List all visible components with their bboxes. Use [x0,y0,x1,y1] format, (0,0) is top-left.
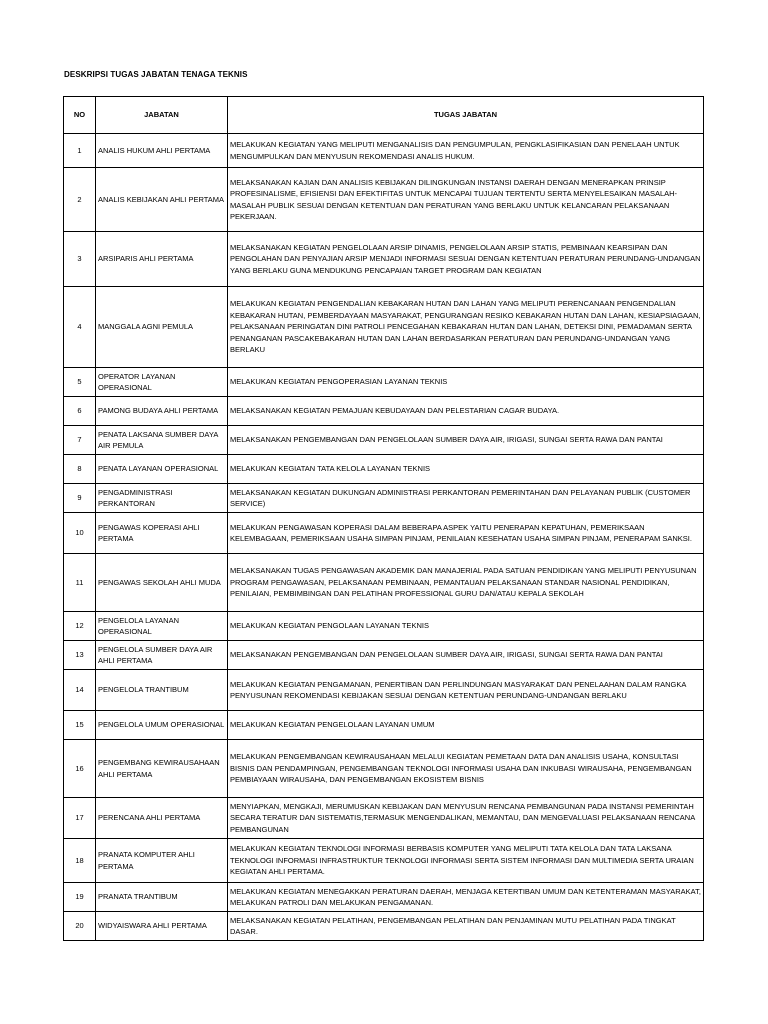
row-number: 4 [64,287,96,368]
row-tugas: MELAKUKAN KEGIATAN PENGAMANAN, PENERTIBAN DAN PERLINDUNGAN MASYARAKAT DAN PENELAAHAN DALAM RANGKA PENYUSUNAN REKOMENDASI KEBIJAKAN SESUAI DENGAN KETENTUAN PERUNDANG-UNDANGAN BERLAKU [228,670,704,711]
header-jabatan: JABATAN [96,97,228,134]
row-jabatan: WIDYAISWARA AHLI PERTAMA [96,912,228,941]
row-jabatan: PENGELOLA SUMBER DAYA AIR AHLI PERTAMA [96,641,228,670]
table-row [64,513,704,554]
row-number: 12 [64,612,96,641]
document-title: DESKRIPSI TUGAS JABATAN TENAGA TEKNIS [64,70,248,79]
row-tugas: MELAKUKAN KEGIATAN YANG MELIPUTI MENGANALISIS DAN PENGUMPULAN, PENGKLASIFIKASIAN DAN PENELAAH UNTUK MENGUMPULKAN DAN MENYUSUN REKOMENDASI ANALIS HUKUM. [228,134,704,168]
header-tugas-jabatan: TUGAS JABATAN [228,97,704,134]
row-tugas: MELAKSANAKAN KEGIATAN DUKUNGAN ADMINISTRASI PERKANTORAN PEMERINTAHAN DAN PELAYANAN PUBLIK (CUSTOMER SERVICE) [228,484,704,513]
row-jabatan: PENGELOLA TRANTIBUM [96,670,228,711]
header-no: NO [64,97,96,134]
row-number: 9 [64,484,96,513]
row-number: 20 [64,912,96,941]
row-number: 2 [64,168,96,232]
row-tugas: MELAKUKAN KEGIATAN TATA KELOLA LAYANAN TEKNIS [228,455,704,484]
row-number: 5 [64,368,96,397]
row-number: 7 [64,426,96,455]
table-row [64,711,704,740]
row-jabatan: PRANATA KOMPUTER AHLI PERTAMA [96,839,228,883]
table-row [64,455,704,484]
row-jabatan: ARSIPARIS AHLI PERTAMA [96,232,228,287]
row-number: 15 [64,711,96,740]
row-jabatan: PENATA LAYANAN OPERASIONAL [96,455,228,484]
row-number: 17 [64,798,96,839]
table-row [64,883,704,912]
row-tugas: MELAKUKAN PENGAWASAN KOPERASI DALAM BEBERAPA ASPEK YAITU PENERAPAN KEPATUHAN, PEMERIKSAAN KELEMBAGAAN, PEMERIKSAAN USAHA SIMPAN PINJAM, PENILAIAN KESEHATAN USAHA SIMPAN PINJAM, PENERAPAM SANKSI. [228,513,704,554]
table-row [64,397,704,426]
table-row [64,612,704,641]
row-number: 11 [64,554,96,612]
row-tugas: MELAKUKAN KEGIATAN MENEGAKKAN PERATURAN DAERAH, MENJAGA KETERTIBAN UMUM DAN KETENTERAMAN MASYARAKAT, MELAKUKAN PATROLI DAN MELAKUKAN PENGAMANAN. [228,883,704,912]
table-row [64,554,704,612]
row-jabatan: PENATA LAKSANA SUMBER DAYA AIR PEMULA [96,426,228,455]
row-jabatan: PENGEMBANG KEWIRAUSAHAAN AHLI PERTAMA [96,740,228,798]
row-number: 8 [64,455,96,484]
row-tugas: MENYIAPKAN, MENGKAJI, MERUMUSKAN KEBIJAKAN DAN MENYUSUN RENCANA PEMBANGUNAN PADA INSTANSI PEMERINTAH SECARA TERATUR DAN SISTEMATIS,TERMASUK MENGENDALIKAN, MEMANTAU, DAN MENGEVALUASI PELAKSANAAN RENCANA PEMBANGUNAN [228,798,704,839]
row-jabatan: PENGELOLA UMUM OPERASIONAL [96,711,228,740]
row-jabatan: ANALIS KEBIJAKAN AHLI PERTAMA [96,168,228,232]
row-number: 1 [64,134,96,168]
table-row [64,232,704,287]
row-number: 19 [64,883,96,912]
table-row [64,134,704,168]
table-row [64,641,704,670]
row-number: 16 [64,740,96,798]
table-row [64,839,704,883]
row-jabatan: PRANATA TRANTIBUM [96,883,228,912]
row-tugas: MELAKSANAKAN PENGEMBANGAN DAN PENGELOLAAN SUMBER DAYA AIR, IRIGASI, SUNGAI SERTA RAWA DAN PANTAI [228,641,704,670]
row-tugas: MELAKUKAN KEGIATAN TEKNOLOGI INFORMASI BERBASIS KOMPUTER YANG MELIPUTI TATA KELOLA DAN TATA LAKSANA TEKNOLOGI INFORMASI INFRASTRUKTUR TEKNOLOGI INFORMASI SERTA SISTEM INFORMASI DAN MULTIMEDIA SERTA URAIAN KEGIATAN AHLI PERTAMA. [228,839,704,883]
row-jabatan: ANALIS HUKUM AHLI PERTAMA [96,134,228,168]
row-tugas: MELAKUKAN KEGIATAN PENGOPERASIAN LAYANAN TEKNIS [228,368,704,397]
row-jabatan: PERENCANA AHLI PERTAMA [96,798,228,839]
job-description-table [63,96,704,941]
row-number: 3 [64,232,96,287]
row-number: 14 [64,670,96,711]
row-tugas: MELAKSANAKAN KEGIATAN PENGELOLAAN ARSIP DINAMIS, PENGELOLAAN ARSIP STATIS, PEMBINAAN KEARSIPAN DAN PENGOLAHAN DAN PENYAJIAN ARSIP MENJADI INFORMASI SESUAI DENGAN KETENTUAN PERATURAN PERUNDANG-UNDANGAN YANG BERLAKU GUNA MENDUKUNG PENCAPAIAN TARGET PROGRAM DAN KEGIATAN [228,232,704,287]
table-row [64,368,704,397]
row-tugas: MELAKUKAN KEGIATAN PENGENDALIAN KEBAKARAN HUTAN DAN LAHAN YANG MELIPUTI PERENCANAAN PENGENDALIAN KEBAKARAN HUTAN, PEMBERDAYAAN MASYARAKAT, PENGURANGAN RESIKO KEBAKARAN HUTAN DAN LAHAN, KESIAPSIAGAAN, PELAKSANAAN PERINGATAN DINI PATROLI PENCEGAHAN KEBAKARAN HUTAN DAN LAHAN, DETEKSI DINI, PEMADAMAN SERTA PENANGANAN PASCAKEBAKARAN HUTAN DAN LAHAN BERDASARKAN PERATURAN DAN PERUNDANG-UNDANGAN YANG BERLAKU [228,287,704,368]
row-number: 6 [64,397,96,426]
row-tugas: MELAKSANAKAN KAJIAN DAN ANALISIS KEBIJAKAN DILINGKUNGAN INSTANSI DAERAH DENGAN MENERAPKAN PRINSIP PROFESINALISME, EFISIENSI DAN EFEKTIFITAS UNTUK MENCAPAI TUJUAN TERTENTU SERTA MENYELESAIKAN MASALAH-MASALAH PUBLIK SESUAI DENGAN KETENTUAN DAN PERATURAN YANG BERLAKU UNTUK KELANCARAN PELAKSANAAN PEKERJAAN. [228,168,704,232]
table-row [64,670,704,711]
row-tugas: MELAKSANAKAN PENGEMBANGAN DAN PENGELOLAAN SUMBER DAYA AIR, IRIGASI, SUNGAI SERTA RAWA DAN PANTAI [228,426,704,455]
row-number: 10 [64,513,96,554]
row-jabatan: PENGELOLA LAYANAN OPERASIONAL [96,612,228,641]
row-jabatan: PENGAWAS KOPERASI AHLI PERTAMA [96,513,228,554]
row-tugas: MELAKSANAKAN KEGIATAN PEMAJUAN KEBUDAYAAN DAN PELESTARIAN CAGAR BUDAYA. [228,397,704,426]
row-tugas: MELAKSANAKAN TUGAS PENGAWASAN AKADEMIK DAN MANAJERIAL PADA SATUAN PENDIDIKAN YANG MELIPUTI PENYUSUNAN PROGRAM PENGAWASAN, PELAKSANAAN PEMBINAAN, PEMANTAUAN PELAKSANAAN STANDAR NASIONAL PENDIDIKAN, PENILAIAN, PEMBIMBINGAN DAN PELATIHAN PROFESSIONAL GURU DAN/ATAU KEPALA SEKOLAH [228,554,704,612]
table-row [64,168,704,232]
row-tugas: MELAKUKAN PENGEMBANGAN KEWIRAUSAHAAN MELALUI KEGIATAN PEMETAAN DATA DAN ANALISIS USAHA, KONSULTASI BISNIS DAN PENDAMPINGAN, PENGEMBANGAN TEKNOLOGI INFORMASI USAHA DAN INKUBASI WIRAUSAHA, PENGEMBANGAN PEMBIAYAAN WIRAUSAHA, DAN PENGEMBANGAN EKOSISTEM BISNIS [228,740,704,798]
row-number: 18 [64,839,96,883]
table-row [64,287,704,368]
row-jabatan: PAMONG BUDAYA AHLI PERTAMA [96,397,228,426]
row-tugas: MELAKSANAKAN KEGIATAN PELATIHAN, PENGEMBANGAN PELATIHAN DAN PENJAMINAN MUTU PELATIHAN PADA TINGKAT DASAR. [228,912,704,941]
row-tugas: MELAKUKAN KEGIATAN PENGELOLAAN LAYANAN UMUM [228,711,704,740]
row-jabatan: OPERATOR LAYANAN OPERASIONAL [96,368,228,397]
row-number: 13 [64,641,96,670]
row-jabatan: PENGAWAS SEKOLAH AHLI MUDA [96,554,228,612]
row-jabatan: PENGADMINISTRASI PERKANTORAN [96,484,228,513]
table-row [64,798,704,839]
row-tugas: MELAKUKAN KEGIATAN PENGOLAAN LAYANAN TEKNIS [228,612,704,641]
table-row [64,426,704,455]
table-row [64,484,704,513]
table-header-row [64,97,704,134]
table-row [64,740,704,798]
table-row [64,912,704,941]
row-jabatan: MANGGALA AGNI PEMULA [96,287,228,368]
